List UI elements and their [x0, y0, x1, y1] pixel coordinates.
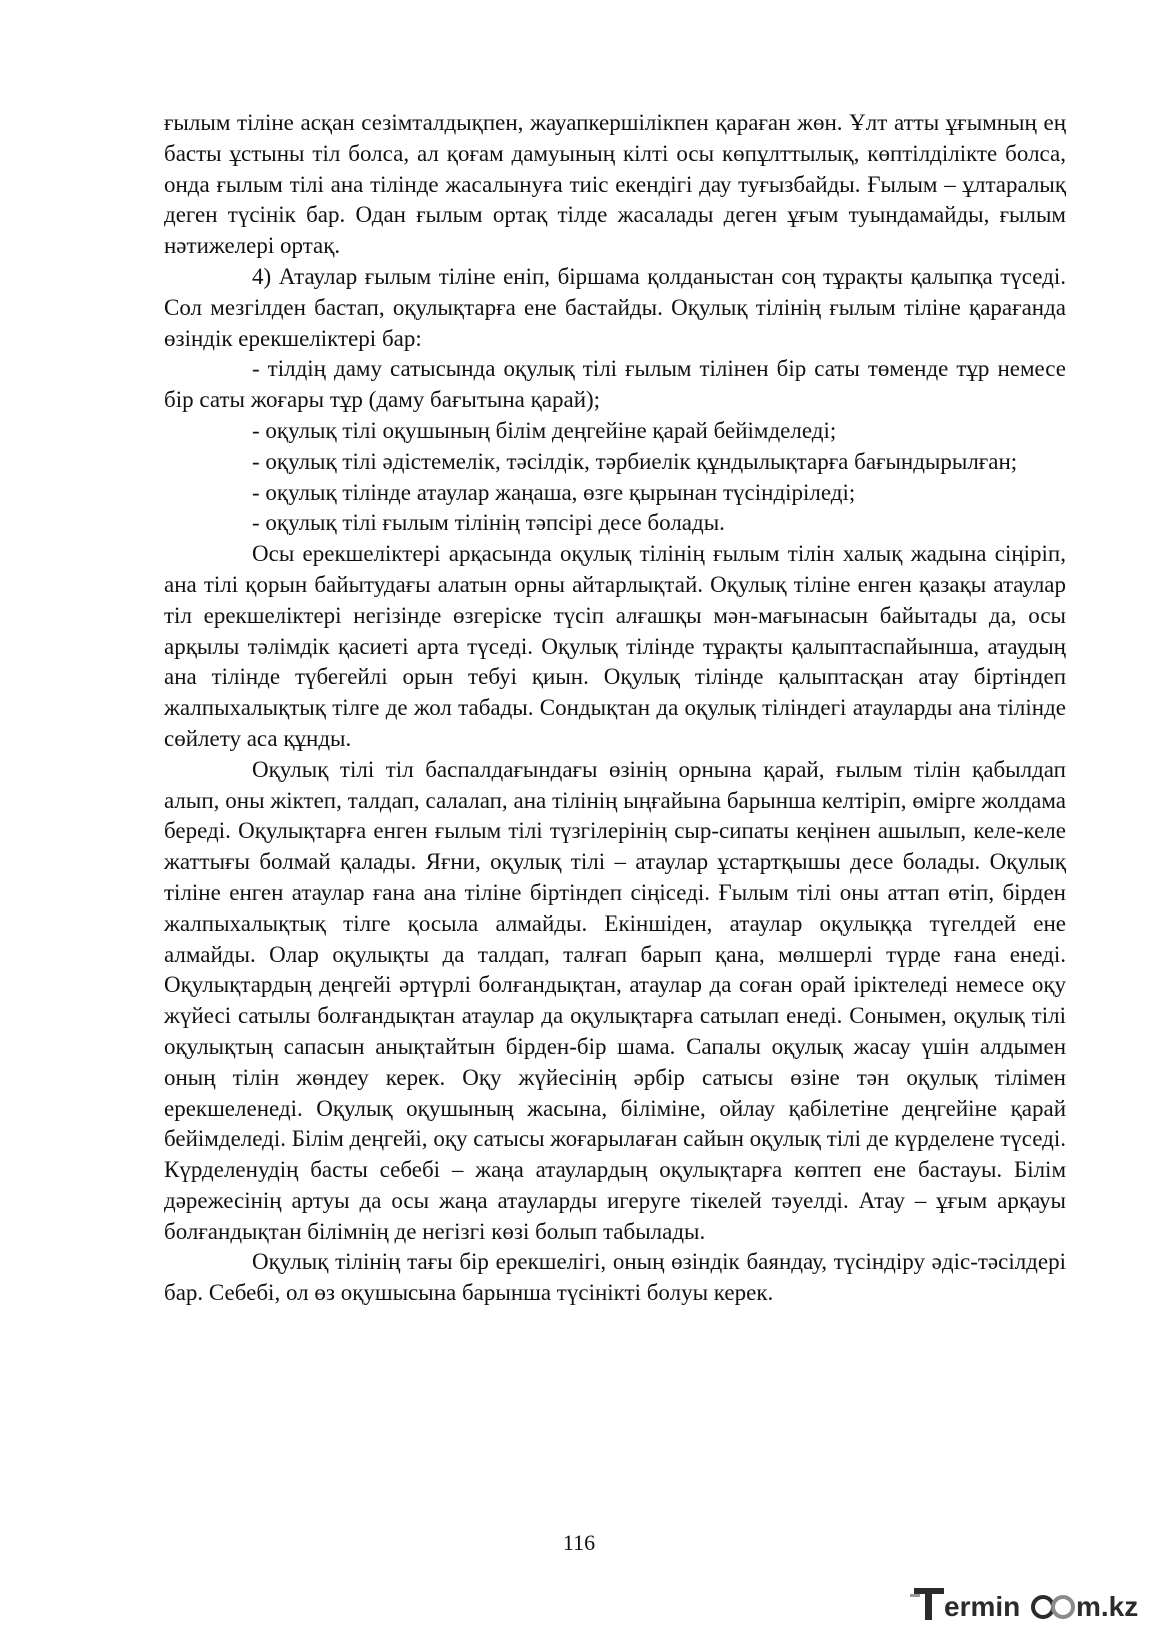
list-item-4: - оқулық тілінде атаулар жаңаша, өзге қырынан түсіндіріледі;	[252, 479, 856, 505]
logo-t-icon	[910, 1588, 944, 1620]
paragraph-3: Осы ерекшеліктері арқасында оқулық тілінің ғылым тілін халық жадына сіңіріп, ана тілі қорын байытудағы алатын орны айтарлықтай. Оқулық тіліне енген қазақы атаулар тіл ерекшеліктері негізінде өзгеріске түсіп алғашқы мән-мағынасын байытады да, осы арқылы тәлімдік қасиеті арта түседі. Оқулық тілінде тұрақты қалыптаспайынша, атаудың ана тілінде түбегейлі орын тебуі қиын. Оқулық тілінде қалыптасқан атау біртіндеп жалпыхалықтық тілге де жол табады. Сондықтан да оқулық тіліндегі атауларды ана тілінде сөйлету аса құнды.	[164, 541, 1066, 751]
paragraph-5: Оқулық тілінің тағы бір ерекшелігі, оның өзіндік баяндау, түсіндіру әдіс-тәсілдері бар. Себебі, ол өз оқушысына барынша түсінікті болуы керек.	[164, 1249, 1066, 1306]
logo-text-part-2: m.kz	[1076, 1591, 1139, 1622]
document-body	[164, 108, 1066, 1309]
logo-text-part-1: ermin	[944, 1591, 1021, 1622]
paragraph-2: 4) Атаулар ғылым тіліне еніп, біршама қолданыстан соң тұрақты қалыпқа түседі. Сол мезгілден бастап, оқулықтарға ене бастайды. Оқулық тілінің ғылым тіліне қарағанда өзіндік ерекшеліктері бар:	[164, 263, 1066, 351]
list-item-3: - оқулық тілі әдістемелік, тәсілдік, тәрбиелік құндылықтарға бағындырылған;	[252, 448, 1018, 474]
list-item-2: - оқулық тілі оқушының білім деңгейіне қарай бейімделеді;	[252, 417, 837, 443]
paragraph-1: ғылым тіліне асқан сезімталдықпен, жауапкершілікпен қараған жөн. Ұлт атты ұғымның ең басты ұстыны тіл болса, ал қоғам дамуының кілті осы көпұлттылық, көптілділікте болса, онда ғылым тілі ана тілінде жасалынуға тиіс екендігі дау туғызбайды. Ғылым – ұлтаралық деген түсінік бар. Одан ғылым ортақ тілде жасалады деген ұғым туындамайды, ғылым нәтижелері ортақ.	[164, 110, 1066, 259]
list-item-5: - оқулық тілі ғылым тілінің тәпсірі десе болады.	[252, 510, 725, 536]
logo-circle-icon	[1033, 1597, 1073, 1617]
termincom-watermark-logo	[910, 1580, 1140, 1628]
list-item-1: - тілдің даму сатысында оқулық тілі ғылым тілінен бір саты төменде тұр немесе бір саты жоғары тұр (даму бағытына қарай);	[164, 356, 1066, 413]
paragraph-4: Оқулық тілі тіл баспалдағындағы өзінің орнына қарай, ғылым тілін қабылдап алып, оны жіктеп, талдап, салалап, ана тілінің ыңғайына барынша келтіріп, өмірге жолдама береді. Оқулықтарға енген ғылым тілі түзгілерінің сыр-сипаты кеңінен ашылып, келе-келе жаттығы болмай қалады. Яғни, оқулық тілі – атаулар ұстартқышы десе болады. Оқулық тіліне енген атаулар ғана ана тіліне біртіндеп сіңіседі. Ғылым тілі оны аттап өтіп, бірден жалпыхалықтық тілге қосыла алмайды. Екіншіден, атаулар оқулыққа түгелдей ене алмайды. Олар оқулықты да талдап, талғап барып қана, мөлшерлі түрде ғана енеді. Оқулықтардың деңгейі әртүрлі болғандықтан, атаулар да соған орай іріктеледі немесе оқу жүйесі сатылы болғандықтан атаулар да оқулықтарға сатылап енеді. Сонымен, оқулық тілі оқулықтың сапасын анықтайтын бірден-бір шама. Сапалы оқулық жасау үшін алдымен оның тілін жөндеу керек. Оқу жүйесінің әрбір сатысы өзіне тән оқулық тілімен ерекшеленеді. Оқулық оқушының жасына, біліміне, ойлау қабілетіне деңгейіне қарай бейімделеді. Білім деңгейі, оқу сатысы жоғарылаған сайын оқулық тілі де күрделене түседі. Күрделенудің басты себебі – жаңа атаулардың оқулықтарға көптеп ене бастауы. Білім дәрежесінің артуы да осы жаңа атауларды игеруге тікелей тәуелді. Атау – ұғым арқауы болғандықтан білімнің де негізгі көзі болып табылады.	[164, 756, 1066, 1244]
page-number: 116	[562, 1530, 596, 1555]
